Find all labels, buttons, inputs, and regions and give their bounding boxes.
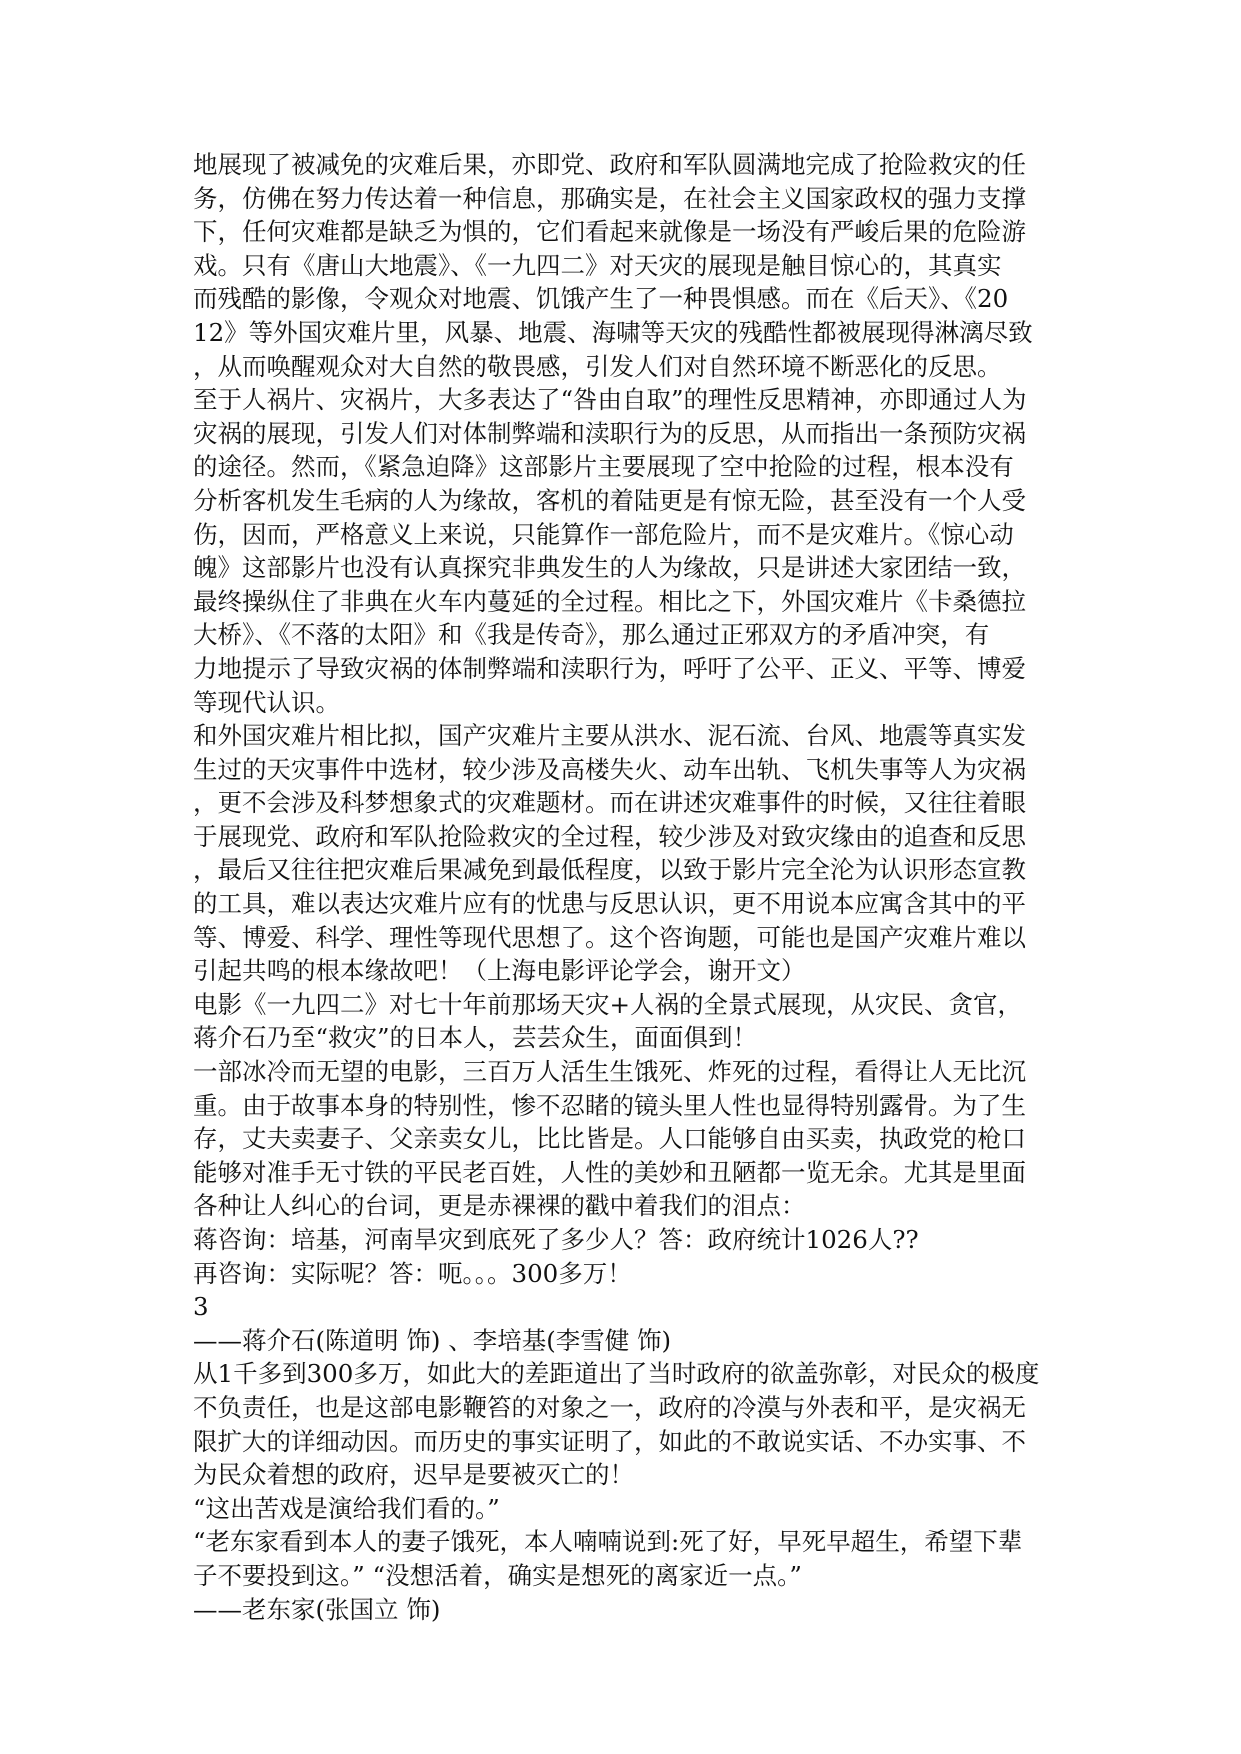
text-line: 分析客机发生毛病的人为缘故，客机的着陆更是有惊无险，甚至没有一个人受 xyxy=(193,485,1026,515)
text-line: 力地提示了导致灾祸的体制弊端和渎职行为，呼吁了公平、正义、平等、博爱 xyxy=(193,653,1026,683)
text-line: ，从而唤醒观众对大自然的敬畏感，引发人们对自然环境不断恶化的反思。 xyxy=(193,351,1002,381)
text-line: 各种让人纠心的台词，更是赤裸裸的戳中着我们的泪点： xyxy=(193,1191,806,1221)
text-line: 的工具，难以表达灾难片应有的忧患与反思认识，更不用说本应寓含其中的平 xyxy=(193,889,1026,919)
text-line: 一部冰冷而无望的电影，三百万人活生生饿死、炸死的过程，看得让人无比沉 xyxy=(193,1057,1026,1087)
text-line: 务，仿佛在努力传达着一种信息，那确实是，在社会主义国家政权的强力支撑 xyxy=(193,183,1026,213)
text-line: ，最后又往往把灾难后果减免到最低程度，以致于影片完全沦为认识形态宣教 xyxy=(193,855,1026,885)
text-line: 而残酷的影像，令观众对地震、饥饿产生了一种畏惧感。而在《后天》、《20 xyxy=(193,284,1009,314)
text-line: “这出苦戏是演给我们看的。” xyxy=(193,1493,500,1523)
text-line: 等现代认识。 xyxy=(193,687,340,717)
text-line: 伤，因而，严格意义上来说，只能算作一部危险片，而不是灾难片。《惊心动 xyxy=(193,519,1014,549)
text-line: 存，丈夫卖妻子、父亲卖女儿，比比皆是。人口能够自由买卖，执政党的枪口 xyxy=(193,1124,1026,1154)
text-line: ——蒋介石(陈道明 饰) 、李培基(李雪健 饰) xyxy=(193,1325,672,1355)
text-line: 下，任何灾难都是缺乏为惧的，它们看起来就像是一场没有严峻后果的危险游 xyxy=(193,217,1026,247)
text-line: 魄》这部影片也没有认真探究非典发生的人为缘故，只是讲述大家团结一致， xyxy=(193,553,1026,583)
text-line: 能够对准手无寸铁的平民老百姓，人性的美妙和丑陋都一览无余。尤其是里面 xyxy=(193,1157,1026,1187)
text-line: 的途径。然而，《紧急迫降》这部影片主要展现了空中抢险的过程，根本没有 xyxy=(193,452,1014,482)
text-line: “老东家看到本人的妻子饿死，本人喃喃说到:死了好，早死早超生，希望下辈 xyxy=(193,1527,1023,1557)
text-line: 重。由于故事本身的特别性，惨不忍睹的镜头里人性也显得特别露骨。为了生 xyxy=(193,1090,1026,1120)
text-line: 再咨询：实际呢？答：呃。。。300多万！ xyxy=(193,1258,632,1288)
text-line: 生过的天灾事件中选材，较少涉及高楼失火、动车出轨、飞机失事等人为灾祸 xyxy=(193,754,1026,784)
text-line: 最终操纵住了非典在火车内蔓延的全过程。相比之下，外国灾难片《卡桑德拉 xyxy=(193,586,1026,616)
text-line: 子不要投到这。” “没想活着，确实是想死的离家近一点。” xyxy=(193,1560,802,1590)
text-line: 戏。只有《唐山大地震》、《一九四二》对天灾的展现是触目惊心的，其真实 xyxy=(193,250,1002,280)
text-line: 蒋介石乃至“救灾”的日本人，芸芸众生，面面俱到！ xyxy=(193,1023,758,1053)
text-line: 为民众着想的政府，迟早是要被灭亡的！ xyxy=(193,1460,634,1490)
text-line: 从1千多到300多万，如此大的差距道出了当时政府的欲盖弥彰，对民众的极度 xyxy=(193,1359,1040,1389)
text-line: ——老东家(张国立 饰) xyxy=(193,1594,441,1624)
text-line: 地展现了被减免的灾难后果，亦即党、政府和军队圆满地完成了抢险救灾的任 xyxy=(193,150,1026,179)
text-line: 灾祸的展现，引发人们对体制弊端和渎职行为的反思，从而指出一条预防灾祸 xyxy=(193,418,1026,448)
text-line: 不负责任，也是这部电影鞭笞的对象之一，政府的冷漠与外表和平，是灾祸无 xyxy=(193,1392,1026,1422)
text-line: 限扩大的详细动因。而历史的事实证明了，如此的不敢说实话、不办实事、不 xyxy=(193,1426,1026,1456)
text-line: 电影《一九四二》对七十年前那场天灾+人祸的全景式展现，从灾民、贪官， xyxy=(193,989,1023,1019)
text-line: 等、博爱、科学、理性等现代思想了。这个咨询题，可能也是国产灾难片难以 xyxy=(193,922,1026,952)
text-line: 3 xyxy=(193,1292,209,1322)
text-line: 12》等外国灾难片里，风暴、地震、海啸等天灾的残酷性都被展现得淋漓尽致 xyxy=(193,317,1033,347)
document-page xyxy=(193,148,1053,1626)
text-line: 引起共鸣的根本缘故吧！（上海电影评论学会，谢开文） xyxy=(193,956,806,986)
text-line: 大桥》、《不落的太阳》和《我是传奇》，那么通过正邪双方的矛盾冲突，有 xyxy=(193,620,990,650)
text-line: ，更不会涉及科梦想象式的灾难题材。而在讲述灾难事件的时候，又往往着眼 xyxy=(193,788,1026,818)
text-line: 和外国灾难片相比拟，国产灾难片主要从洪水、泥石流、台风、地震等真实发 xyxy=(193,721,1026,751)
text-line: 至于人祸片、灾祸片，大多表达了“咎由自取”的理性反思精神，亦即通过人为 xyxy=(193,385,1027,415)
text-line: 于展现党、政府和军队抢险救灾的全过程，较少涉及对致灾缘由的追查和反思 xyxy=(193,821,1026,851)
text-line: 蒋咨询：培基，河南旱灾到底死了多少人？答：政府统计1026人?? xyxy=(193,1225,919,1254)
